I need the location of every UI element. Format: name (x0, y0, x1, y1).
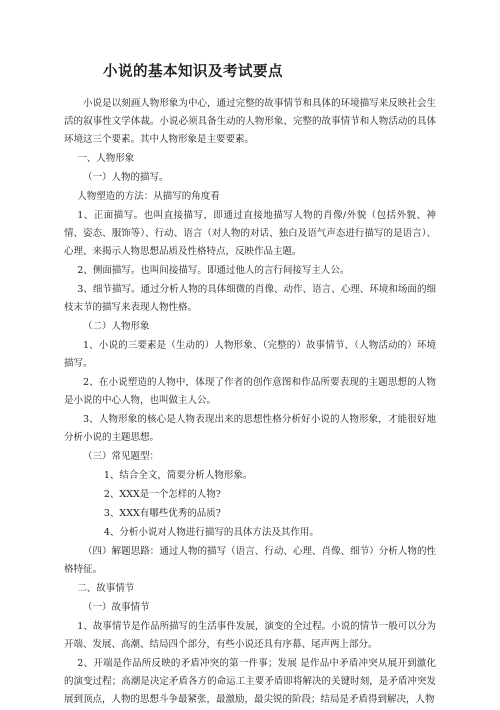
paragraph: 2、XXX是一个怎样的人物? (103, 489, 221, 500)
paragraph: 4、分析小说对人物进行描写的具体方法及其作用。 (103, 527, 319, 538)
paragraph: 二、故事情节 (77, 583, 135, 594)
document-body (64, 95, 436, 710)
paragraph: 1、小说的三要素是（生动的）人物形象、（完整的）故事情节、（人物活动的）环境描写。 (64, 340, 436, 369)
paragraph: （三）常见题型： (83, 451, 160, 462)
paragraph: 3、XXX有哪些优秀的品质? (103, 508, 221, 519)
paragraph: （一）故事情节 (83, 602, 150, 613)
paragraph: 2、侧面描写。也叫间接描写。即通过他人的言行间接写主人公。 (77, 265, 350, 276)
page-title: 小说的基本知识及考试要点 (103, 64, 283, 80)
paragraph: 小说是以刻画人物形象为中心，通过完整的故事情节和具体的环境描写来反映社会生活的叙事性文学体裁。小说必须具备生动的人物形象、完整的故事情节和人物活动的具体环境这三个要素。其中人物形象是主要要素。 (64, 98, 436, 145)
paragraph: 3、细节描写。通过分析人物的具体细微的肖像、动作、语言、心理、环境和场面的细枝末节的描写来表现人物性格。 (64, 284, 436, 313)
paragraph: 3、人物形象的核心是人物表现出来的思想性格分析好小说的人物形象，才能很好地分析小说的主题思想。 (64, 414, 436, 443)
paragraph: 1、结合全文，简要分析人物形象。 (103, 470, 253, 481)
paragraph: 2、在小说塑造的人物中，体现了作者的创作意图和作品所要表现的主题思想的人物是小说的中心人物，也叫做主人公。 (64, 377, 436, 406)
paragraph: （一）人物的描写。 (83, 172, 169, 183)
paragraph: 人物塑造的方法：从描写的角度看 (77, 191, 220, 202)
paragraph: 一、人物形象 (77, 153, 135, 164)
paragraph: 2、开端是作品所反映的矛盾冲突的第一件事；发展 是作品中矛盾冲突从展开到激化的演变过程；高潮是决定矛盾各方的命运工主要矛盾即将解决的关键时刻，是矛盾冲突发展到顶点，人物的思想斗争最紧张，最激励，最尖锐的阶段；结局是矛盾得到解决，人物 (64, 658, 436, 705)
paragraph: 1、正面描写。也叫直接描写，即通过直接地描写人物的肖像/外貌（包括外貌、神情、姿态、服饰等）、行动、语言（对人物的对话、独白及语气声态进行描写的是语言）、心理、来揭示人物思想品质及性格特点，反映作品主题。 (64, 210, 436, 257)
paragraph: （二）人物形象 (83, 321, 150, 332)
paragraph: 1、故事情节是作品所描写的生活事件发展，演变的全过程。小说的情节一般可以分为开端、发展、高潮、结局四个部分，有些小说还具有序幕、尾声两上部分。 (64, 621, 436, 650)
paragraph: （四）解题思路：通过人物的描写（语言、行动、心理、肖像、细节）分析人物的性格特征。 (64, 546, 436, 575)
